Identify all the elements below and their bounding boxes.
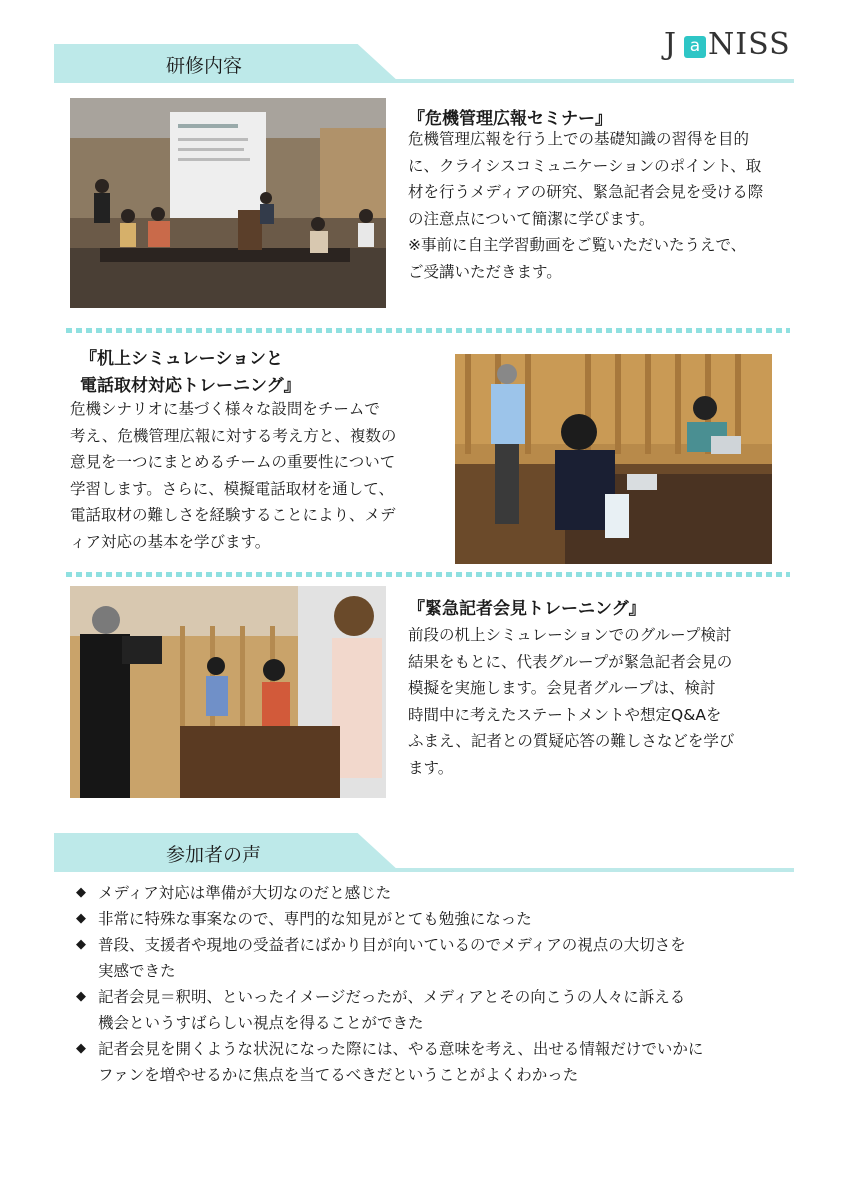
logo-letter-a: a (684, 36, 706, 58)
simulation-line: 電話取材の難しさを経験することにより、メデ (70, 506, 396, 524)
diamond-bullet-icon: ◆ (76, 937, 86, 952)
simulation-description (70, 396, 450, 555)
logo-letter-j: J (664, 27, 678, 62)
voice-line: ファンを増やせるかに焦点を当てるべきだということがよくわかった (98, 1066, 579, 1084)
seminar-line: に、クライシスコミュニケーションのポイント、取 (408, 156, 762, 175)
simulation-line: ィア対応の基本を学びます。 (70, 532, 271, 551)
voice-line: メディア対応は準備が大切なのだと感じた (98, 884, 392, 902)
participant-voices-list (74, 880, 794, 1088)
voices-section-header (54, 833, 794, 871)
press-title: 『緊急記者会見トレーニング』 (408, 599, 646, 619)
voices-section-title: 参加者の声 (166, 844, 262, 866)
diamond-bullet-icon: ◆ (76, 1041, 86, 1056)
press-description (408, 622, 808, 781)
press-line: ふまえ、記者との質疑応答の難しさなどを学び (408, 732, 735, 750)
press-line: 時間中に考えたステートメントや想定Q&Aを (408, 705, 722, 724)
simulation-photo (455, 354, 772, 564)
voice-item (74, 1036, 794, 1088)
seminar-photo (70, 98, 386, 308)
voice-item (74, 932, 794, 984)
diamond-bullet-icon: ◆ (76, 989, 86, 1004)
voice-line: 記者会見＝釈明、といったイメージだったが、メディアとその向こうの人々に訴える (98, 988, 686, 1006)
seminar-description (408, 126, 808, 285)
voice-line: 非常に特殊な事案なので、専門的な知見がとても勉強になった (98, 910, 532, 928)
simulation-line: 学習します。さらに、模擬電話取材を通して、 (70, 479, 394, 498)
seminar-line: 危機管理広報を行う上での基礎知識の習得を目的 (408, 130, 750, 148)
seminar-line: ご受講いただきます。 (408, 262, 562, 281)
seminar-line: ※事前に自主学習動画をご覧いただいたうえで、 (408, 236, 747, 254)
simulation-title-line2: 電話取材対応トレーニング』 (80, 376, 301, 396)
press-line: 前段の机上シミュレーションでのグループ検討 (408, 626, 732, 644)
diamond-bullet-icon: ◆ (76, 911, 86, 926)
dotted-divider (66, 328, 790, 333)
dotted-divider (66, 572, 790, 577)
training-section-header (54, 44, 794, 82)
voice-line: 実感できた (98, 962, 176, 980)
training-section-title: 研修内容 (166, 55, 243, 77)
press-line: 結果をもとに、代表グループが緊急記者会見の (408, 652, 733, 671)
seminar-title: 『危機管理広報セミナー』 (408, 109, 612, 129)
logo-letters-niss: NISS (708, 27, 791, 62)
voice-item (74, 906, 794, 932)
simulation-line: 考え、危機管理広報に対する考え方と、複数の (70, 426, 397, 445)
seminar-line: の注意点について簡潔に学びます。 (408, 209, 655, 228)
voice-line: 機会というすばらしい視点を得ることができた (98, 1014, 424, 1032)
seminar-line: 材を行うメディアの研究、緊急記者会見を受ける際 (408, 183, 764, 201)
diamond-bullet-icon: ◆ (76, 885, 86, 900)
simulation-title-line1: 『机上シミュレーションと (80, 349, 283, 369)
press-conference-photo (70, 586, 386, 798)
press-line: ます。 (408, 758, 454, 777)
simulation-line: 意見を一つにまとめるチームの重要性について (70, 453, 396, 471)
voice-line: 普段、支援者や現地の受益者にばかり目が向いているのでメディアの視点の大切さを (98, 936, 686, 954)
voice-item (74, 880, 794, 906)
voice-line: 記者会見を開くような状況になった際には、やる意味を考え、出せる情報だけでいかに (98, 1040, 704, 1058)
voice-item (74, 984, 794, 1036)
press-line: 模擬を実施します。会見者グループは、検討 (408, 679, 716, 697)
simulation-line: 危機シナリオに基づく様々な設問をチームで (70, 400, 380, 418)
